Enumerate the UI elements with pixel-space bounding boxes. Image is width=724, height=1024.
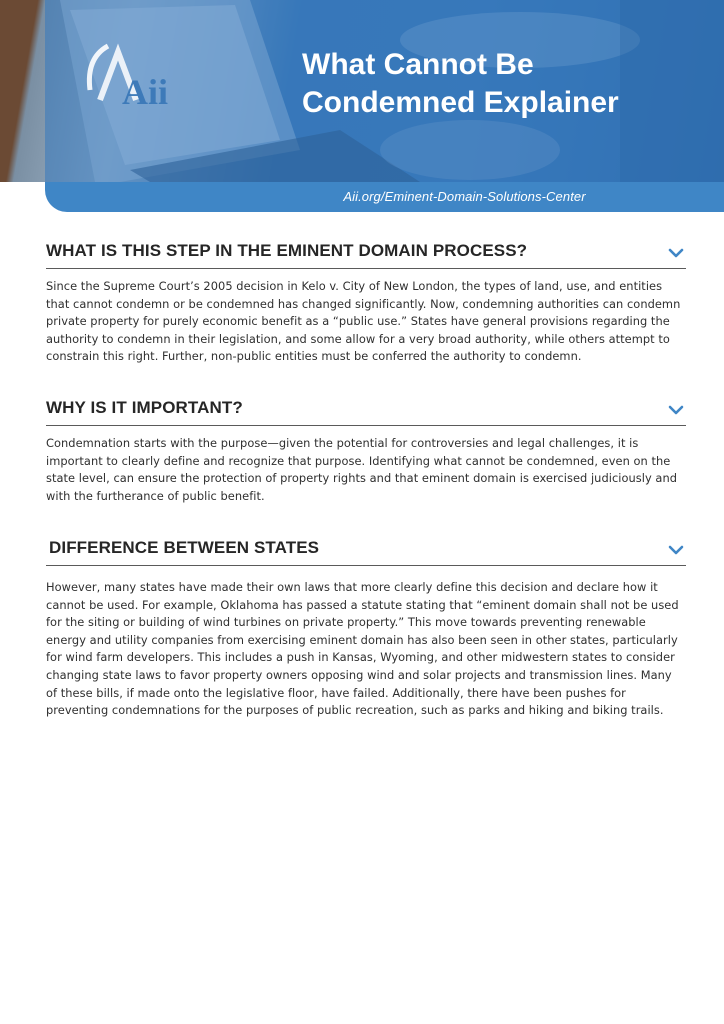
section-importance bbox=[46, 389, 686, 505]
page-title-line-2: Condemned Explainer bbox=[302, 86, 619, 119]
logo-wordmark: Aii bbox=[122, 72, 169, 108]
section-title: DIFFERENCE BETWEEN STATES bbox=[49, 538, 320, 557]
page-title bbox=[302, 46, 702, 122]
section-title: WHY IS IT IMPORTANT? bbox=[46, 398, 243, 417]
section-body: However, many states have made their own laws that more clearly define this decision and declare how it cannot be used. For example, Oklahoma has passed a statute stating that “eminent domain shall not be used for the siting or building of wind turbines on private property.” This move towards preventing renewable energy and utility companies from exercising eminent domain has also been seen in other states, particularly for wind farm developers. This includes a push in Kansas, Wyoming, and other midwestern states to consider changing state laws to favor property owners opposing wind and solar projects and transmission lines. Many of these bills, if made onto the legislative floor, have failed. Additionally, there have been pushes for preventing condemnations for the purposes of public recreation, such as parks and hiking and biking trails. bbox=[46, 580, 679, 718]
header-banner bbox=[0, 0, 724, 212]
section-header[interactable] bbox=[46, 389, 686, 426]
header-corner bbox=[0, 182, 45, 212]
page-title-line-1: What Cannot Be bbox=[302, 48, 534, 81]
chevron-down-icon[interactable] bbox=[668, 247, 684, 259]
chevron-down-icon[interactable] bbox=[668, 544, 684, 556]
section-title: WHAT IS THIS STEP IN THE EMINENT DOMAIN PROCESS? bbox=[46, 241, 528, 260]
section-body: Condemnation starts with the purpose—given the potential for controversies and legal challenges, it is important to clearly define and recognize that purpose. Identifying what cannot be condemned, even on the state level, can ensure the protection of property rights and that eminent domain is exercised judiciously and with the furtherance of public benefit. bbox=[46, 436, 677, 503]
section-process-step bbox=[46, 232, 686, 366]
aii-logo bbox=[78, 38, 188, 108]
section-state-differences bbox=[46, 529, 686, 720]
section-header[interactable] bbox=[46, 529, 686, 566]
section-header[interactable] bbox=[46, 232, 686, 269]
site-url-link[interactable]: Aii.org/Eminent-Domain-Solutions-Center bbox=[343, 189, 586, 204]
section-body: Since the Supreme Court’s 2005 decision in Kelo v. City of New London, the types of land, use, and entities that cannot condemn or be condemned has changed significantly. Now, condemning authorities can condemn private property for purely economic benefit as a “public use.” States have general provisions regarding the authority to condemn in their legislation, and some allow for a very broad authority, while others attempt to constrain this right. Further, non-public entities must be conferred the authority to condemn. bbox=[46, 279, 681, 364]
chevron-down-icon[interactable] bbox=[668, 404, 684, 416]
